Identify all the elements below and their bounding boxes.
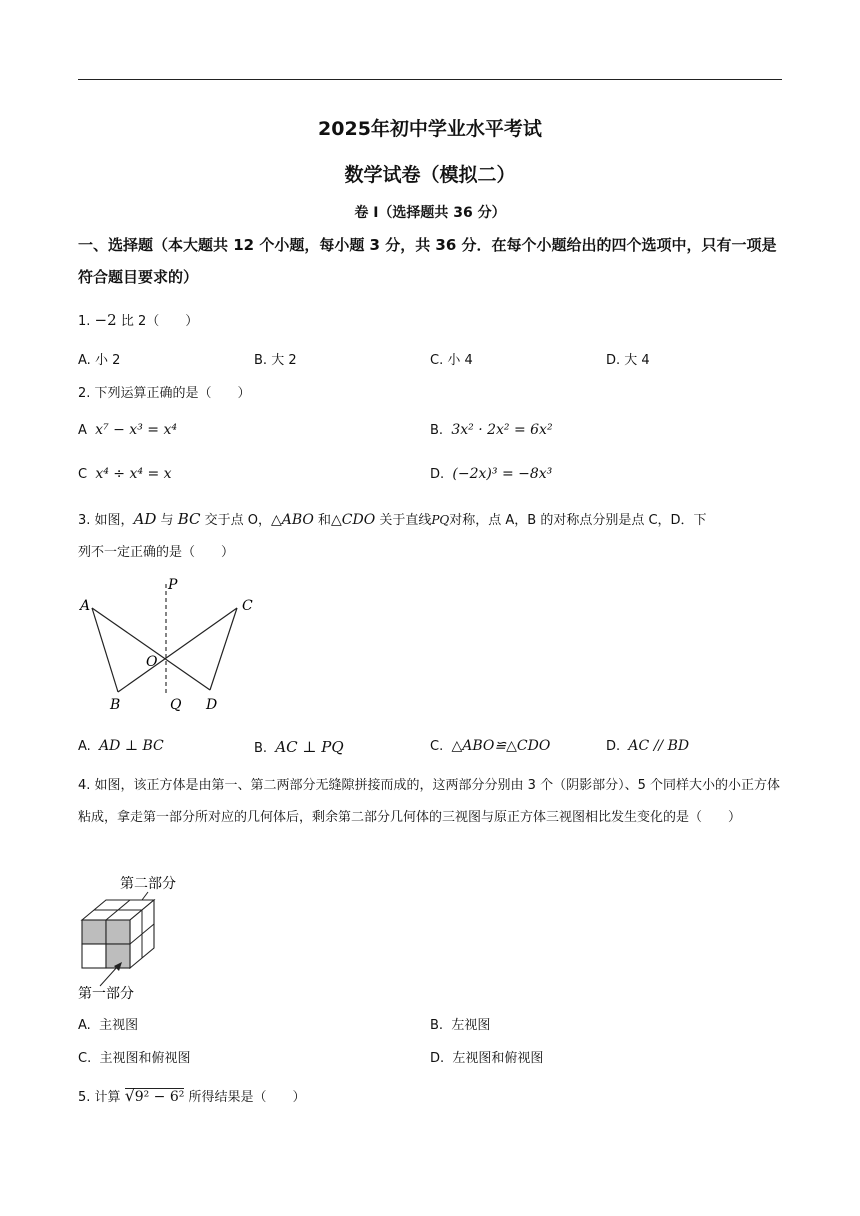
- top-rule: [78, 79, 782, 80]
- question-2-option-b[interactable]: B. 3x² · 2x² = 6x²: [430, 422, 553, 438]
- page-title: 2025年初中学业水平考试: [318, 118, 542, 140]
- question-4-option-a[interactable]: A. 主视图: [78, 1018, 139, 1033]
- label-p: P: [168, 577, 178, 593]
- question-5-stem: 5. 计算 √ 9² − 6² 所得结果是（ ）: [78, 1086, 306, 1105]
- question-2-option-d[interactable]: D. (−2x)³ = −8x³: [430, 466, 553, 482]
- question-3-option-a[interactable]: A. AD ⊥ BC: [78, 738, 164, 754]
- question-3-figure: [70, 572, 270, 720]
- label-o: O: [146, 654, 158, 670]
- label-part-one: 第一部分: [78, 986, 134, 1002]
- segment-bc: [118, 608, 237, 692]
- question-4-option-c[interactable]: C. 主视图和俯视图: [78, 1051, 191, 1066]
- question-3-option-d[interactable]: D. AC // BD: [606, 738, 690, 754]
- question-1-option-d[interactable]: D. 大 4: [606, 353, 650, 368]
- segment-cd: [210, 608, 237, 690]
- question-2-option-c[interactable]: C x⁴ ÷ x⁴ = x: [78, 466, 172, 482]
- segment-ab: [92, 608, 118, 692]
- section-heading: 一、选择题（本大题共 12 个小题，每小题 3 分，共 36 分．在每个小题给出的四个选项中，只有一项是符合题目要求的）: [78, 236, 777, 286]
- question-1-stem: 1. −2 比 2（ ）: [78, 311, 199, 329]
- question-2-stem: 2. 下列运算正确的是（ ）: [78, 386, 251, 401]
- question-4-option-d[interactable]: D. 左视图和俯视图: [430, 1051, 544, 1066]
- label-b: B: [110, 697, 121, 713]
- label-c: C: [242, 598, 253, 614]
- question-3-option-c[interactable]: C. △ABO≌△CDO: [430, 738, 551, 754]
- question-4-figure: [70, 868, 220, 1006]
- question-3-option-b[interactable]: B. AC ⊥ PQ: [254, 738, 344, 756]
- question-4-stem: 4. 如图，该正方体是由第一、第二两部分无缝隙拼接而成的，这两部分分别由 3 个（阴影部分）、5 个同样大小的小正方体粘成，拿走第一部分所对应的几何体后，剩余第二部分几何体的三视图与原正方体三视图相比发生变化的是（ ）: [78, 778, 780, 825]
- question-1-option-a[interactable]: A. 小 2: [78, 353, 121, 368]
- segment-ad: [92, 608, 210, 690]
- question-3-stem: 3. 如图，AD 与 BC 交于点 O，△ABO 和△CDO 关于直线PQ对称，点 A，B 的对称点分别是点 C，D．下 列不一定正确的是（ ）: [78, 510, 707, 560]
- question-1-option-b[interactable]: B. 大 2: [254, 353, 297, 368]
- sqrt-icon: √: [124, 1086, 135, 1105]
- question-1-option-c[interactable]: C. 小 4: [430, 353, 473, 368]
- question-2-option-a[interactable]: A x⁷ − x³ = x⁴: [78, 422, 177, 438]
- page-subtitle: 数学试卷（模拟二）: [344, 164, 516, 186]
- question-4-option-b[interactable]: B. 左视图: [430, 1018, 491, 1033]
- sqrt-expression: √ 9² − 6²: [124, 1086, 185, 1105]
- label-q: Q: [170, 697, 182, 713]
- label-d: D: [206, 697, 218, 713]
- label-part-two: 第二部分: [120, 876, 176, 892]
- part-heading: 卷 I（选择题共 36 分）: [354, 205, 506, 221]
- label-a: A: [80, 598, 91, 614]
